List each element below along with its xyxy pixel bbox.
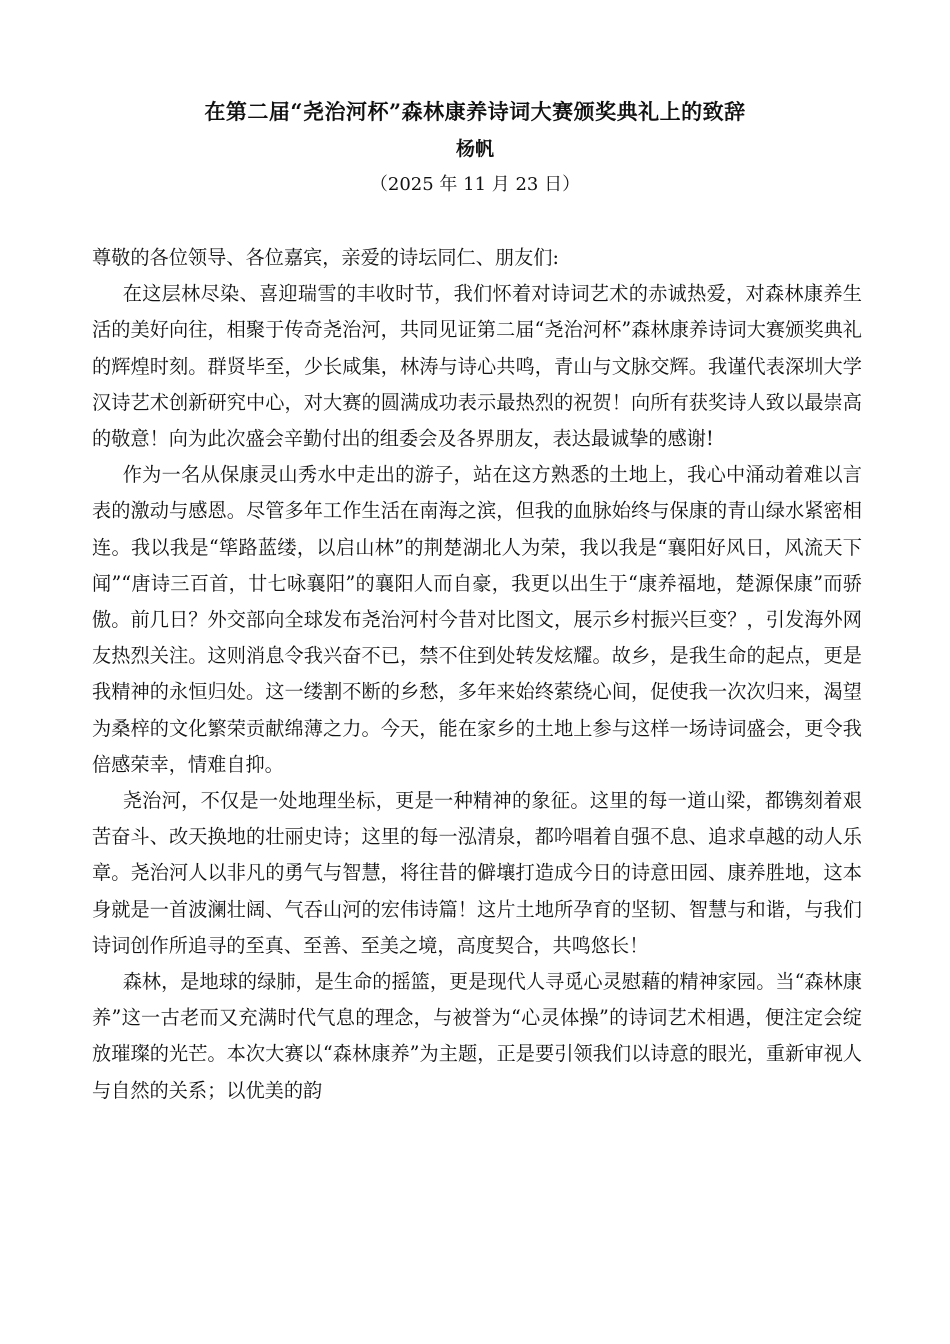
paragraph: 森林，是地球的绿肺，是生命的摇篮，更是现代人寻觅心灵慰藉的精神家园。当“森林康养”这一古老而又充满时代气息的理念，与被誉为“心灵体操”的诗词艺术相遇，便注定会绽放璀璨的光芒。本次大赛以“森林康养”为主题，正是要引领我们以诗意的眼光，重新审视人与自然的关系；以优美的韵: [92, 970, 862, 1102]
author-name: 杨帆: [455, 138, 494, 160]
salutation: 尊敬的各位领导、各位嘉宾，亲爱的诗坛同仁、朋友们:: [92, 246, 559, 269]
speech-date: （2025 年 11 月 23 日）: [369, 174, 581, 195]
speech-body: [92, 240, 862, 1109]
paragraph: 作为一名从保康灵山秀水中走出的游子，站在这方熟悉的土地上，我心中涌动着难以言表的激动与感恩。尽管多年工作生活在南海之滨，但我的血脉始终与保康的青山绿水紧密相连。我以我是“筚路蓝缕，以启山林”的荆楚湖北人为荣，我以我是“襄阳好风日，风流天下闻”“唐诗三百首，廿七咏襄阳”的襄阳人而自豪，我更以出生于“康养福地，楚源保康”而骄傲。前几日？外交部向全球发布尧治河村今昔对比图文，展示乡村振兴巨变？，引发海外网友热烈关注。这则消息令我兴奋不已，禁不住到处转发炫耀。故乡，是我生命的起点，更是我精神的永恒归处。这一缕割不断的乡愁，多年来始终萦绕心间，促使我一次次归来，渴望为桑梓的文化繁荣贡献绵薄之力。今天，能在家乡的土地上参与这样一场诗词盛会，更令我倍感荣幸，情难自抑。: [92, 463, 862, 776]
paragraph: 在这层林尽染、喜迎瑞雪的丰收时节，我们怀着对诗词艺术的赤诚热爱，对森林康养生活的美好向往，相聚于传奇尧治河，共同见证第二届“尧治河杯”森林康养诗词大赛颁奖典礼的辉煌时刻。群贤毕至，少长咸集，林涛与诗心共鸣，青山与文脉交辉。我谨代表深圳大学汉诗艺术创新研究中心，对大赛的圆满成功表示最热烈的祝贺！向所有获奖诗人致以最崇高的敬意！向为此次盛会辛勤付出的组委会及各界朋友，表达最诚挚的感谢!: [92, 282, 862, 451]
document-title: 在第二届“尧治河杯”森林康养诗词大赛颁奖典礼上的致辞: [204, 99, 746, 124]
paragraph: 尧治河，不仅是一处地理坐标，更是一种精神的象征。这里的每一道山梁，都镌刻着艰苦奋斗、改天换地的壮丽史诗；这里的每一泓清泉，都吟唱着自强不息、追求卓越的动人乐章。尧治河人以非凡的勇气与智慧，将往昔的僻壤打造成今日的诗意田园、康养胜地，这本身就是一首波澜壮阔、气吞山河的宏伟诗篇！这片土地所孕育的坚韧、智慧与和谐，与我们诗词创作所追寻的至真、至善、至美之境，高度契合，共鸣悠长！: [92, 789, 862, 957]
